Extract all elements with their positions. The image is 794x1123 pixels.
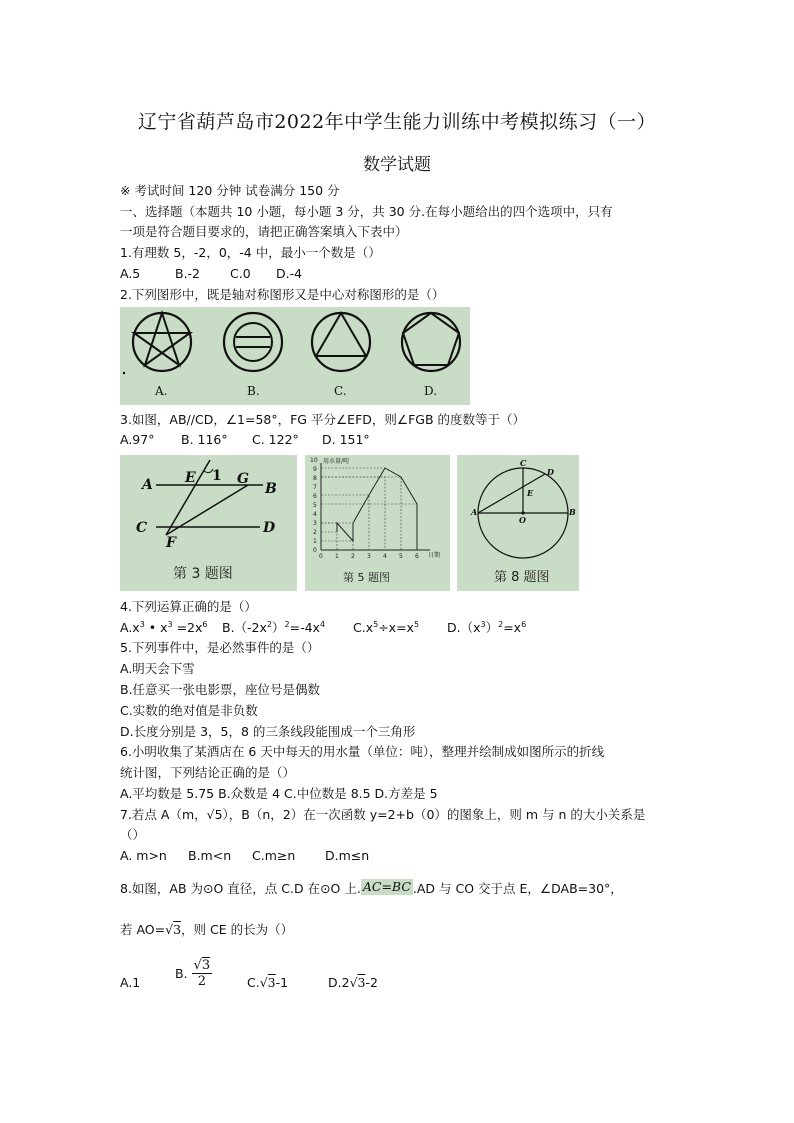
q8-option-b: B. $\frac{√3}{2}$ <box>175 958 211 989</box>
q2-figure-panel <box>120 307 470 405</box>
x-tick: 3 <box>367 553 371 560</box>
y-tick: 0 <box>313 547 317 554</box>
q1-option-c: C.0 <box>230 266 251 281</box>
x-tick: 2 <box>351 553 355 560</box>
figure-c-circle-triangle <box>312 313 370 371</box>
figure-b-label: B. <box>247 384 260 398</box>
fig5-ylabel: 用水量/吨 <box>323 458 350 465</box>
chord-ad <box>478 474 545 513</box>
y-tick: 7 <box>313 484 317 491</box>
q4-stem: 4.下列运算正确的是（） <box>120 599 257 614</box>
x-tick: 0 <box>319 553 323 560</box>
fig8-label-e: E <box>527 488 534 498</box>
x-tick: 1 <box>335 553 339 560</box>
arc-expression: AC=BC <box>362 879 411 894</box>
fig8-diagram <box>457 455 579 591</box>
q8-option-d: D.2√3-2 <box>328 975 378 990</box>
figure-a-label: A. <box>155 384 168 398</box>
q3-option-d: D. 151° <box>322 432 370 447</box>
q5-option-a: A.明天会下雪 <box>120 661 195 676</box>
fig8-caption: 第 8 题图 <box>494 570 550 585</box>
y-tick: 4 <box>313 511 317 518</box>
fig3-panel <box>120 455 297 591</box>
q7-stem-line2: （） <box>120 827 146 842</box>
q4-option-b: $B.(-2x^2)^2=-4x^4$ <box>222 619 326 635</box>
q8-stem: 8.如图，AB 为⊙O 直径，点 C.D 在⊙O 上. AC=BC .AD 与 CO 交于点 E，∠DAB=30°， <box>120 879 623 896</box>
x-tick: 6 <box>415 553 419 560</box>
q8-option-a: A.1 <box>120 975 141 990</box>
fraction-sqrt3-over-2: $\frac{√3}{2}$ <box>193 958 211 989</box>
q5-stem: 5.下列事件中，是必然事件的是（） <box>120 640 320 655</box>
fig3-label-f: F <box>166 535 176 551</box>
q5-option-d: D.长度分别是 3，5，8 的三条线段能围成一个三角形 <box>120 724 416 739</box>
q8-option-c: C.√3-1 <box>247 975 289 990</box>
q6-options: A.平均数是 5.75 B.众数是 4 C.中位数是 8.5 D.方差是 5 <box>120 786 438 801</box>
y-tick: 1 <box>313 538 317 545</box>
q7-option-b: B.m<n <box>188 848 232 863</box>
fig5-xlabel: 日期 <box>428 552 441 559</box>
q5-option-b: B.任意买一张电影票，座位号是偶数 <box>120 682 321 697</box>
figure-d-label: D. <box>424 384 438 398</box>
q8-stem-line2: 若 AO=√3，则 CE 的长为（） <box>120 922 294 937</box>
figure-b-circle-band <box>224 313 282 371</box>
fig3-label-1: 1 <box>212 468 222 484</box>
y-tick: 6 <box>313 493 317 500</box>
fig5-caption: 第 5 题图 <box>343 571 390 584</box>
q4-option-d: $D.(x^3)^2=x^6$ <box>447 619 527 635</box>
q7-option-a: A. m>n <box>120 848 167 863</box>
q2-stem: 2.下列图形中，既是轴对称图形又是中心对称图形的是（） <box>120 287 445 302</box>
q7-option-d: D.m≤n <box>325 848 370 863</box>
y-tick: 2 <box>313 529 317 536</box>
q1-stem: 1.有理数 5，-2，0，-4 中，最小一个数是（） <box>120 245 381 260</box>
fig5-chart <box>305 455 450 591</box>
q7-option-c: C.m≥n <box>252 848 296 863</box>
fig8-label-c: C <box>520 458 527 468</box>
q3-option-b: B. 116° <box>181 432 228 447</box>
fig8-panel <box>457 455 579 591</box>
q1-option-b: B.-2 <box>175 266 201 281</box>
q3-option-a: A.97° <box>120 432 155 447</box>
x-tick: 5 <box>399 553 403 560</box>
fig8-label-d: D <box>547 467 554 477</box>
q5-option-c: C.实数的绝对值是非负数 <box>120 703 258 718</box>
exam-info: ※ 考试时间 120 分钟 试卷满分 150 分 <box>120 183 340 198</box>
section-heading-line2: 一项是符合题目要求的，请把正确答案填入下表中） <box>120 224 408 239</box>
sqrt-three: √3 <box>165 922 182 937</box>
section-heading-line1: 一、选择题（本题共 10 小题，每小题 3 分，共 30 分.在每小题给出的四个选项中，只有 <box>120 204 613 219</box>
y-tick: 9 <box>313 466 317 473</box>
fig5-panel <box>305 455 450 591</box>
y-tick: 10 <box>310 457 318 464</box>
paper-subtitle: 数学试题 <box>363 155 431 175</box>
fig3-label-a: A <box>142 477 153 493</box>
q4-option-c: $C.x^5\div x=x^5$ <box>353 619 420 635</box>
q4-option-a: $A.x^3$ • $x^3 =2x^6$ <box>120 619 208 635</box>
q7-stem-line1: 7.若点 A（m，√5），B（n，2）在一次函数 y=2+b（0）的图象上，则 m 与 n 的大小关系是 <box>120 807 646 822</box>
fig3-label-c: C <box>136 520 148 536</box>
fig3-label-b: B <box>265 481 277 497</box>
fig8-label-a: A <box>471 507 478 517</box>
fig3-diagram <box>120 455 297 591</box>
paper-title: 辽宁省葫芦岛市2022年中学生能力训练中考模拟练习（一） <box>137 111 657 133</box>
y-tick: 8 <box>313 475 317 482</box>
q1-option-d: D.-4 <box>276 266 303 281</box>
fig3-label-e: E <box>185 470 196 486</box>
q1-option-a: A.5 <box>120 266 141 281</box>
fig8-label-b: B <box>569 507 576 517</box>
q3-option-c: C. 122° <box>252 432 299 447</box>
fig3-label-d: D <box>263 520 276 536</box>
fig8-label-o: O <box>519 515 526 525</box>
x-tick: 4 <box>383 553 387 560</box>
figure-a-circle-star <box>133 313 191 371</box>
q2-figure <box>120 307 470 405</box>
y-tick: 5 <box>313 502 317 509</box>
figure-d-circle-pentagon <box>402 313 460 371</box>
y-tick: 3 <box>313 520 317 527</box>
q3-stem: 3.如图，AB//CD，∠1=58°，FG 平分∠EFD，则∠FGB 的度数等于（） <box>120 412 526 427</box>
fig3-label-g: G <box>237 471 249 487</box>
q6-stem-line2: 统计图，下列结论正确的是（） <box>120 765 296 780</box>
data-line <box>337 468 417 550</box>
figure-c-label: C. <box>334 384 347 398</box>
q6-stem-line1: 6.小明收集了某酒店在 6 天中每天的用水量（单位：吨），整理并绘制成如图所示的折线 <box>120 744 605 759</box>
fig3-caption: 第 3 题图 <box>173 566 233 582</box>
